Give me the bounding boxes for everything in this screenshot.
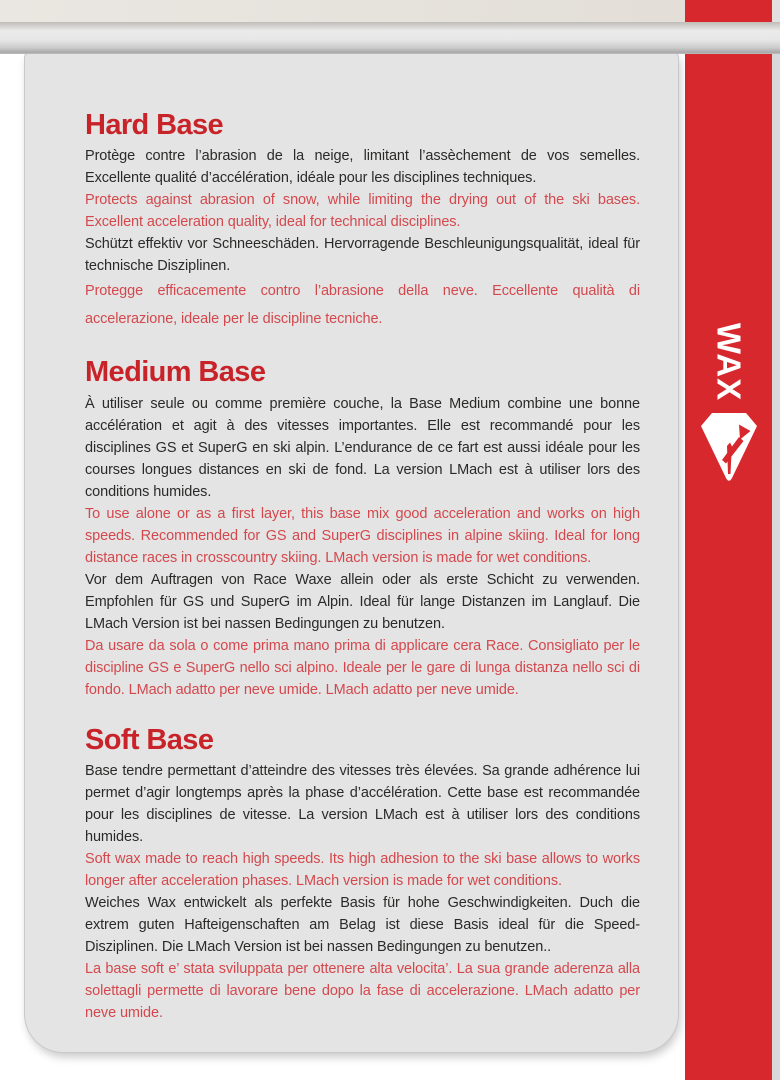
page-separator-band bbox=[0, 22, 780, 54]
paragraph-de: Schützt effektiv vor Schneeschäden. Hervorragende Beschleunigungsqualität, ideal für technische Disziplinen. bbox=[85, 236, 640, 275]
sections-container bbox=[25, 54, 678, 1024]
paragraph-it: La base soft e’ stata sviluppata per ottenere alta velocita’. La sua grande aderenza alla solettagli permette di lavorare bene dopo la fase di accelerazione. LMach adatto per neve umide. bbox=[85, 961, 640, 1022]
paragraph-it: Protegge efficacemente contro l’abrasione della neve. Eccellente qualità di accelerazione, ideale per le discipline tecniche. bbox=[85, 283, 640, 328]
paragraph-it: Da usare da sola o come prima mano prima di applicare cera Race. Consigliato per le discipline GS e SuperG nello sci alpino. Ideale per le gare di lunga distanza nello sci di fondo. LMach adatto per neve umide. LMach adatto per neve umide. bbox=[85, 637, 640, 698]
paragraph-en: To use alone or as a first layer, this base mix good acceleration and works on high speeds. Recommended for GS and SuperG disciplines in alpine skiing. Ideal for long distance races in crosscountry skiing. LMach version is made for wet conditions. bbox=[85, 505, 640, 566]
paragraph-en: Soft wax made to reach high speeds. Its high adhesion to the ski base allows to works longer after acceleration phases. LMach version is made for wet conditions. bbox=[85, 851, 640, 890]
section-title-hard-base: Hard Base bbox=[85, 109, 224, 141]
wax-logo-icon bbox=[698, 408, 760, 484]
section-soft-base bbox=[85, 725, 640, 1024]
top-edge-band bbox=[0, 0, 685, 22]
wax-tab-label: WAX bbox=[710, 322, 748, 402]
paragraph-fr: À utiliser seule ou comme première couche, la Base Medium combine une bonne accélération et agit à des vitesses importantes. Elle est recommandé pour les disciplines GS et SuperG en ski alpin. L’endurance de ce fart est aussi idéale pour les courses longues distances en ski de fond. La version LMach est à utiliser lors des conditions humides. bbox=[85, 395, 640, 500]
right-margin bbox=[772, 22, 780, 1080]
paragraph-fr: Base tendre permettant d’atteindre des vitesses très élevées. Sa grande adhérence lui permet d’agir longtemps après la phase d’accélération. Cette base est recommandée pour les disciplines de vitesse. La version LMach est à utiliser lors des conditions humides. bbox=[85, 763, 640, 846]
section-medium-base bbox=[85, 357, 640, 700]
catalog-page bbox=[25, 54, 678, 1052]
paragraph-en: Protects against abrasion of snow, while limiting the drying out of the ski bases. Excellent acceleration quality, ideal for technical disciplines. bbox=[85, 192, 640, 231]
wax-side-tab[interactable] bbox=[685, 0, 772, 1080]
paragraph-fr: Protège contre l’abrasion de la neige, limitant l’assèchement de vos semelles. Excellente qualité d’accélération, idéale pour les disciplines techniques. bbox=[85, 148, 640, 187]
section-title-soft-base: Soft Base bbox=[85, 723, 214, 756]
paragraph-de: Vor dem Auftragen von Race Waxe allein oder als erste Schicht zu verwenden. Empfohlen für GS und SuperG im Alpin. Ideal für lange Distanzen im Langlauf. Die LMach Version ist bei nassen Bedingungen zu benutzen. bbox=[85, 571, 640, 632]
top-right-corner bbox=[772, 0, 780, 22]
section-hard-base bbox=[85, 110, 640, 333]
paragraph-de: Weiches Wax entwickelt als perfekte Basis für hohe Geschwindigkeiten. Duch die extrem guten Hafteigenschaften am Belag ist diese Basis ideal für die Speed-Disziplinen. Die LMach Version ist bei nassen Bedingungen zu benutzen.. bbox=[85, 895, 640, 956]
section-title-medium-base: Medium Base bbox=[85, 356, 266, 389]
